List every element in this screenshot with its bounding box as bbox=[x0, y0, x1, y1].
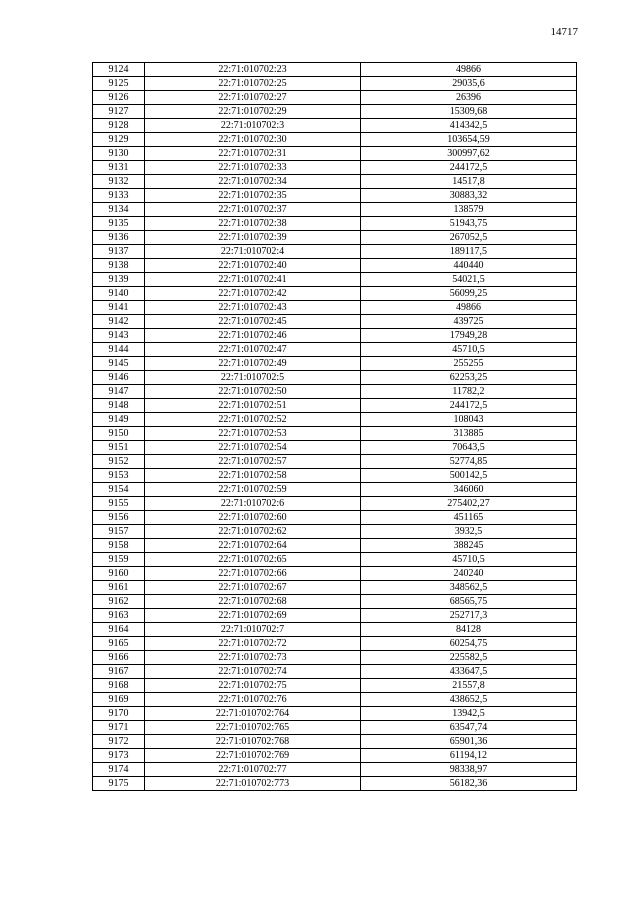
row-number-cell: 9164 bbox=[93, 623, 145, 637]
table-row bbox=[93, 259, 577, 273]
row-number-cell: 9165 bbox=[93, 637, 145, 651]
table-row bbox=[93, 665, 577, 679]
table-row bbox=[93, 329, 577, 343]
row-number-cell: 9171 bbox=[93, 721, 145, 735]
value-cell: 98338,97 bbox=[361, 763, 577, 777]
row-number-cell: 9135 bbox=[93, 217, 145, 231]
row-number-cell: 9170 bbox=[93, 707, 145, 721]
value-cell: 255255 bbox=[361, 357, 577, 371]
row-number-cell: 9137 bbox=[93, 245, 145, 259]
row-number-cell: 9133 bbox=[93, 189, 145, 203]
cadastral-number-cell: 22:71:010702:76 bbox=[145, 693, 361, 707]
row-number-cell: 9154 bbox=[93, 483, 145, 497]
value-cell: 108043 bbox=[361, 413, 577, 427]
row-number-cell: 9140 bbox=[93, 287, 145, 301]
cadastral-number-cell: 22:71:010702:74 bbox=[145, 665, 361, 679]
row-number-cell: 9166 bbox=[93, 651, 145, 665]
table-row bbox=[93, 287, 577, 301]
table-row bbox=[93, 693, 577, 707]
table-row bbox=[93, 595, 577, 609]
row-number-cell: 9125 bbox=[93, 77, 145, 91]
value-cell: 17949,28 bbox=[361, 329, 577, 343]
cadastral-number-cell: 22:71:010702:37 bbox=[145, 203, 361, 217]
row-number-cell: 9161 bbox=[93, 581, 145, 595]
cadastral-number-cell: 22:71:010702:40 bbox=[145, 259, 361, 273]
row-number-cell: 9162 bbox=[93, 595, 145, 609]
row-number-cell: 9159 bbox=[93, 553, 145, 567]
table-row bbox=[93, 357, 577, 371]
value-cell: 63547,74 bbox=[361, 721, 577, 735]
table-row bbox=[93, 721, 577, 735]
cadastral-number-cell: 22:71:010702:38 bbox=[145, 217, 361, 231]
value-cell: 225582,5 bbox=[361, 651, 577, 665]
value-cell: 240240 bbox=[361, 567, 577, 581]
value-cell: 54021,5 bbox=[361, 273, 577, 287]
cadastral-number-cell: 22:71:010702:4 bbox=[145, 245, 361, 259]
row-number-cell: 9172 bbox=[93, 735, 145, 749]
cadastral-number-cell: 22:71:010702:65 bbox=[145, 553, 361, 567]
table-row bbox=[93, 371, 577, 385]
row-number-cell: 9127 bbox=[93, 105, 145, 119]
row-number-cell: 9143 bbox=[93, 329, 145, 343]
row-number-cell: 9156 bbox=[93, 511, 145, 525]
cadastral-number-cell: 22:71:010702:7 bbox=[145, 623, 361, 637]
value-cell: 49866 bbox=[361, 63, 577, 77]
table-row bbox=[93, 343, 577, 357]
table-row bbox=[93, 91, 577, 105]
value-cell: 68565,75 bbox=[361, 595, 577, 609]
value-cell: 52774,85 bbox=[361, 455, 577, 469]
value-cell: 267052,5 bbox=[361, 231, 577, 245]
value-cell: 30883,32 bbox=[361, 189, 577, 203]
row-number-cell: 9130 bbox=[93, 147, 145, 161]
row-number-cell: 9149 bbox=[93, 413, 145, 427]
row-number-cell: 9155 bbox=[93, 497, 145, 511]
row-number-cell: 9139 bbox=[93, 273, 145, 287]
table-row bbox=[93, 483, 577, 497]
value-cell: 3932,5 bbox=[361, 525, 577, 539]
row-number-cell: 9128 bbox=[93, 119, 145, 133]
table-row bbox=[93, 315, 577, 329]
table-row bbox=[93, 497, 577, 511]
cadastral-number-cell: 22:71:010702:47 bbox=[145, 343, 361, 357]
cadastral-number-cell: 22:71:010702:41 bbox=[145, 273, 361, 287]
cadastral-number-cell: 22:71:010702:31 bbox=[145, 147, 361, 161]
cadastral-number-cell: 22:71:010702:3 bbox=[145, 119, 361, 133]
table-row bbox=[93, 385, 577, 399]
row-number-cell: 9174 bbox=[93, 763, 145, 777]
table-row bbox=[93, 189, 577, 203]
value-cell: 45710,5 bbox=[361, 343, 577, 357]
cadastral-number-cell: 22:71:010702:68 bbox=[145, 595, 361, 609]
table-row bbox=[93, 623, 577, 637]
cadastral-number-cell: 22:71:010702:769 bbox=[145, 749, 361, 763]
value-cell: 439725 bbox=[361, 315, 577, 329]
table-row bbox=[93, 553, 577, 567]
cadastral-number-cell: 22:71:010702:49 bbox=[145, 357, 361, 371]
cadastral-number-cell: 22:71:010702:67 bbox=[145, 581, 361, 595]
cadastral-number-cell: 22:71:010702:5 bbox=[145, 371, 361, 385]
value-cell: 61194,12 bbox=[361, 749, 577, 763]
cadastral-number-cell: 22:71:010702:23 bbox=[145, 63, 361, 77]
table-row bbox=[93, 161, 577, 175]
table-row bbox=[93, 105, 577, 119]
table-row bbox=[93, 651, 577, 665]
cadastral-number-cell: 22:71:010702:39 bbox=[145, 231, 361, 245]
cadastral-number-cell: 22:71:010702:773 bbox=[145, 777, 361, 791]
value-cell: 346060 bbox=[361, 483, 577, 497]
row-number-cell: 9175 bbox=[93, 777, 145, 791]
cadastral-number-cell: 22:71:010702:73 bbox=[145, 651, 361, 665]
table-row bbox=[93, 637, 577, 651]
value-cell: 11782,2 bbox=[361, 385, 577, 399]
value-cell: 56099,25 bbox=[361, 287, 577, 301]
value-cell: 49866 bbox=[361, 301, 577, 315]
cadastral-number-cell: 22:71:010702:66 bbox=[145, 567, 361, 581]
table-row bbox=[93, 735, 577, 749]
value-cell: 60254,75 bbox=[361, 637, 577, 651]
cadastral-number-cell: 22:71:010702:29 bbox=[145, 105, 361, 119]
value-cell: 451165 bbox=[361, 511, 577, 525]
table-row bbox=[93, 231, 577, 245]
cadastral-number-cell: 22:71:010702:45 bbox=[145, 315, 361, 329]
row-number-cell: 9141 bbox=[93, 301, 145, 315]
cadastral-number-cell: 22:71:010702:50 bbox=[145, 385, 361, 399]
cadastral-number-cell: 22:71:010702:72 bbox=[145, 637, 361, 651]
value-cell: 26396 bbox=[361, 91, 577, 105]
value-cell: 15309,68 bbox=[361, 105, 577, 119]
value-cell: 438652,5 bbox=[361, 693, 577, 707]
cadastral-number-cell: 22:71:010702:52 bbox=[145, 413, 361, 427]
value-cell: 433647,5 bbox=[361, 665, 577, 679]
row-number-cell: 9131 bbox=[93, 161, 145, 175]
table-row bbox=[93, 707, 577, 721]
table-body bbox=[93, 63, 577, 791]
cadastral-number-cell: 22:71:010702:58 bbox=[145, 469, 361, 483]
table-row bbox=[93, 301, 577, 315]
cadastral-number-cell: 22:71:010702:43 bbox=[145, 301, 361, 315]
table-row bbox=[93, 455, 577, 469]
value-cell: 56182,36 bbox=[361, 777, 577, 791]
value-cell: 252717,3 bbox=[361, 609, 577, 623]
value-cell: 62253,25 bbox=[361, 371, 577, 385]
value-cell: 65901,36 bbox=[361, 735, 577, 749]
table-row bbox=[93, 511, 577, 525]
value-cell: 51943,75 bbox=[361, 217, 577, 231]
row-number-cell: 9132 bbox=[93, 175, 145, 189]
cadastral-number-cell: 22:71:010702:60 bbox=[145, 511, 361, 525]
value-cell: 138579 bbox=[361, 203, 577, 217]
cadastral-number-cell: 22:71:010702:768 bbox=[145, 735, 361, 749]
cadastral-number-cell: 22:71:010702:25 bbox=[145, 77, 361, 91]
table-row bbox=[93, 609, 577, 623]
cadastral-number-cell: 22:71:010702:64 bbox=[145, 539, 361, 553]
row-number-cell: 9138 bbox=[93, 259, 145, 273]
cadastral-number-cell: 22:71:010702:6 bbox=[145, 497, 361, 511]
row-number-cell: 9142 bbox=[93, 315, 145, 329]
table-row bbox=[93, 469, 577, 483]
value-cell: 500142,5 bbox=[361, 469, 577, 483]
row-number-cell: 9160 bbox=[93, 567, 145, 581]
cadastral-number-cell: 22:71:010702:34 bbox=[145, 175, 361, 189]
cadastral-number-cell: 22:71:010702:53 bbox=[145, 427, 361, 441]
cadastral-number-cell: 22:71:010702:62 bbox=[145, 525, 361, 539]
row-number-cell: 9151 bbox=[93, 441, 145, 455]
cadastral-number-cell: 22:71:010702:77 bbox=[145, 763, 361, 777]
row-number-cell: 9168 bbox=[93, 679, 145, 693]
value-cell: 45710,5 bbox=[361, 553, 577, 567]
cadastral-number-cell: 22:71:010702:27 bbox=[145, 91, 361, 105]
value-cell: 440440 bbox=[361, 259, 577, 273]
table-row bbox=[93, 245, 577, 259]
row-number-cell: 9167 bbox=[93, 665, 145, 679]
row-number-cell: 9153 bbox=[93, 469, 145, 483]
cadastral-number-cell: 22:71:010702:54 bbox=[145, 441, 361, 455]
cadastral-number-cell: 22:71:010702:69 bbox=[145, 609, 361, 623]
row-number-cell: 9126 bbox=[93, 91, 145, 105]
table-row bbox=[93, 119, 577, 133]
cadastral-number-cell: 22:71:010702:765 bbox=[145, 721, 361, 735]
cadastral-number-cell: 22:71:010702:30 bbox=[145, 133, 361, 147]
table-row bbox=[93, 777, 577, 791]
row-number-cell: 9169 bbox=[93, 693, 145, 707]
value-cell: 189117,5 bbox=[361, 245, 577, 259]
table-row bbox=[93, 763, 577, 777]
table-row bbox=[93, 77, 577, 91]
value-cell: 14517,8 bbox=[361, 175, 577, 189]
row-number-cell: 9124 bbox=[93, 63, 145, 77]
table-row bbox=[93, 413, 577, 427]
row-number-cell: 9145 bbox=[93, 357, 145, 371]
row-number-cell: 9148 bbox=[93, 399, 145, 413]
value-cell: 388245 bbox=[361, 539, 577, 553]
row-number-cell: 9136 bbox=[93, 231, 145, 245]
cadastral-number-cell: 22:71:010702:59 bbox=[145, 483, 361, 497]
cadastral-number-cell: 22:71:010702:75 bbox=[145, 679, 361, 693]
cadastral-number-cell: 22:71:010702:51 bbox=[145, 399, 361, 413]
cadastral-table bbox=[92, 62, 577, 791]
row-number-cell: 9129 bbox=[93, 133, 145, 147]
value-cell: 275402,27 bbox=[361, 497, 577, 511]
table-row bbox=[93, 525, 577, 539]
value-cell: 244172,5 bbox=[361, 399, 577, 413]
value-cell: 244172,5 bbox=[361, 161, 577, 175]
cadastral-number-cell: 22:71:010702:764 bbox=[145, 707, 361, 721]
cadastral-number-cell: 22:71:010702:33 bbox=[145, 161, 361, 175]
value-cell: 313885 bbox=[361, 427, 577, 441]
table-row bbox=[93, 133, 577, 147]
value-cell: 29035,6 bbox=[361, 77, 577, 91]
cadastral-number-cell: 22:71:010702:46 bbox=[145, 329, 361, 343]
row-number-cell: 9147 bbox=[93, 385, 145, 399]
table-row bbox=[93, 399, 577, 413]
table-row bbox=[93, 427, 577, 441]
value-cell: 70643,5 bbox=[361, 441, 577, 455]
table-row bbox=[93, 679, 577, 693]
value-cell: 103654,59 bbox=[361, 133, 577, 147]
table-row bbox=[93, 273, 577, 287]
row-number-cell: 9152 bbox=[93, 455, 145, 469]
table-row bbox=[93, 217, 577, 231]
table-row bbox=[93, 539, 577, 553]
value-cell: 414342,5 bbox=[361, 119, 577, 133]
row-number-cell: 9163 bbox=[93, 609, 145, 623]
table-row bbox=[93, 581, 577, 595]
table-row bbox=[93, 749, 577, 763]
row-number-cell: 9157 bbox=[93, 525, 145, 539]
cadastral-number-cell: 22:71:010702:57 bbox=[145, 455, 361, 469]
table-row bbox=[93, 567, 577, 581]
cadastral-number-cell: 22:71:010702:42 bbox=[145, 287, 361, 301]
page-number: 14717 bbox=[550, 26, 578, 38]
value-cell: 13942,5 bbox=[361, 707, 577, 721]
value-cell: 348562,5 bbox=[361, 581, 577, 595]
value-cell: 300997,62 bbox=[361, 147, 577, 161]
table-row bbox=[93, 441, 577, 455]
row-number-cell: 9158 bbox=[93, 539, 145, 553]
row-number-cell: 9144 bbox=[93, 343, 145, 357]
row-number-cell: 9146 bbox=[93, 371, 145, 385]
table-row bbox=[93, 147, 577, 161]
table-row bbox=[93, 175, 577, 189]
row-number-cell: 9150 bbox=[93, 427, 145, 441]
value-cell: 21557,8 bbox=[361, 679, 577, 693]
row-number-cell: 9173 bbox=[93, 749, 145, 763]
cadastral-number-cell: 22:71:010702:35 bbox=[145, 189, 361, 203]
table-row bbox=[93, 63, 577, 77]
table-row bbox=[93, 203, 577, 217]
value-cell: 84128 bbox=[361, 623, 577, 637]
row-number-cell: 9134 bbox=[93, 203, 145, 217]
